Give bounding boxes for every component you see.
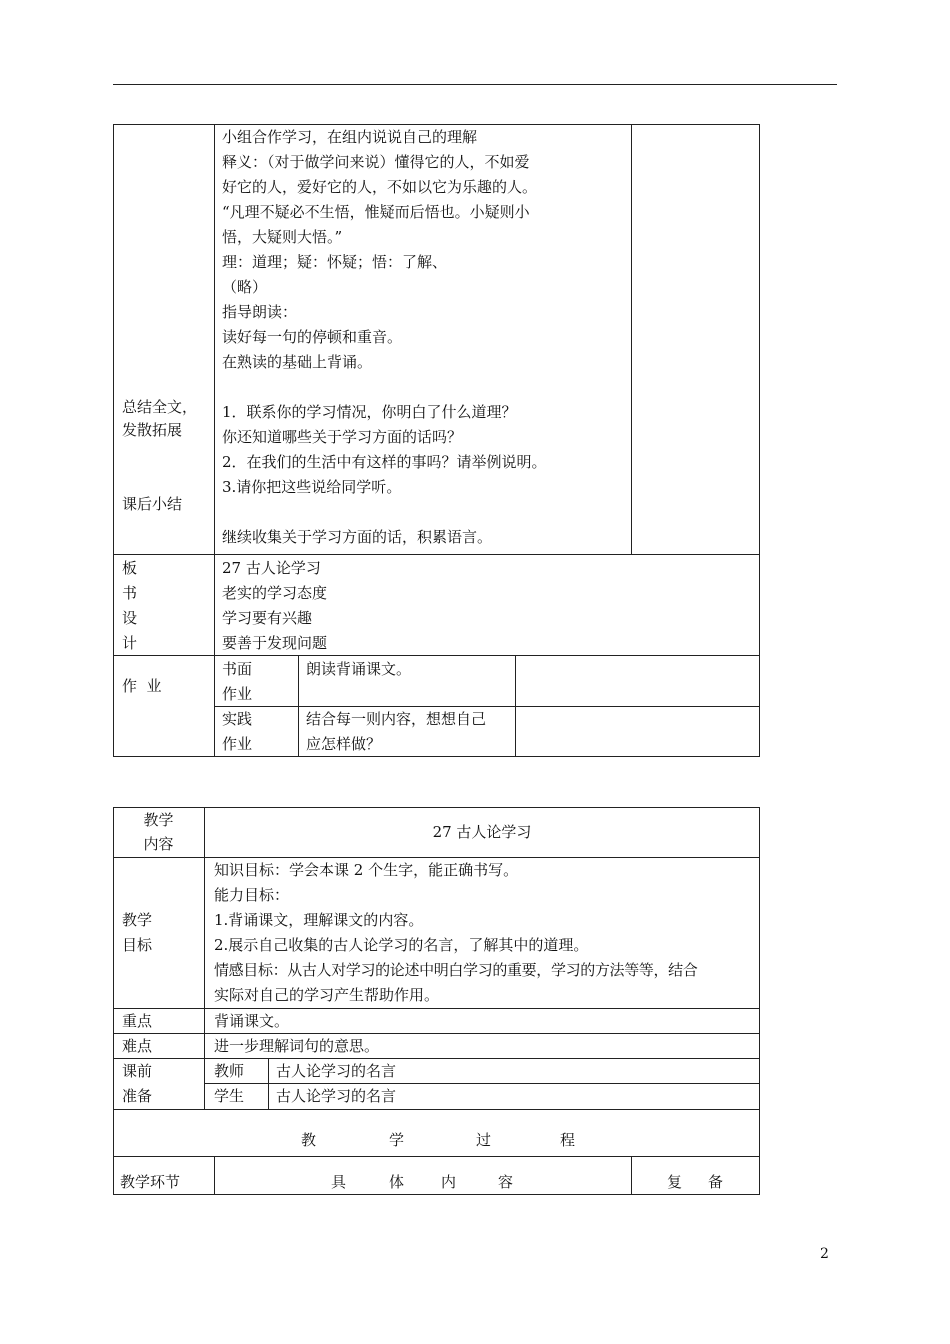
- content-line: 继续收集关于学习方面的话，积累语言。: [222, 528, 493, 546]
- review-heading-char: 复: [667, 1173, 683, 1191]
- practice-label: 作业: [222, 735, 253, 753]
- board-label-char: 板: [122, 559, 138, 577]
- process-heading-char: 程: [560, 1131, 576, 1149]
- content-line: 2．在我们的生活中有这样的事吗？请举例说明。: [222, 453, 547, 471]
- written-label: 作业: [222, 685, 253, 703]
- detail-heading-char: 具: [331, 1173, 347, 1191]
- content-line: 在熟读的基础上背诵。: [222, 353, 373, 371]
- detail-heading-char: 体: [389, 1173, 405, 1191]
- student-content: 古人论学习的名言: [276, 1087, 397, 1105]
- content-line: 好它的人，爱好它的人，不如以它为乐趣的人。: [222, 178, 538, 196]
- content-line: 释义：（对于做学问来说）懂得它的人，不如爱: [222, 153, 530, 171]
- label-expand: 发散拓展: [122, 421, 183, 439]
- key-label: 重点: [122, 1012, 153, 1030]
- board-line: 老实的学习态度: [222, 584, 328, 602]
- teacher-label: 教师: [214, 1062, 245, 1080]
- lesson-title: 27 古人论学习: [432, 823, 532, 841]
- prep-label: 课前: [122, 1062, 153, 1080]
- content-line: 读好每一句的停顿和重音。: [222, 328, 403, 346]
- goal-line: 1.背诵课文，理解课文的内容。: [214, 911, 424, 929]
- content-label: 内容: [143, 835, 174, 853]
- board-line: 要善于发现问题: [222, 634, 328, 652]
- board-label-char: 计: [122, 634, 138, 652]
- board-line: 27 古人论学习: [222, 559, 321, 577]
- content-line: 1．联系你的学习情况，你明白了什么道理？: [222, 403, 517, 421]
- board-line: 学习要有兴趣: [222, 609, 313, 627]
- student-label: 学生: [214, 1087, 245, 1105]
- board-label-char: 书: [122, 584, 138, 602]
- detail-heading-char: 容: [498, 1173, 514, 1191]
- header-rule: [113, 84, 837, 85]
- label-summary: 总结全文，: [122, 398, 198, 416]
- key-content: 背诵课文。: [214, 1012, 290, 1030]
- label-after-class: 课后小结: [122, 495, 183, 513]
- goal-line: 实际对自己的学习产生帮助作用。: [214, 986, 440, 1004]
- goal-line: 知识目标：学会本课 2 个生字，能正确书写。: [214, 861, 519, 879]
- detail-heading-char: 内: [441, 1173, 457, 1191]
- written-content: 朗读背诵课文。: [306, 660, 412, 678]
- content-line: 你还知道哪些关于学习方面的话吗？: [222, 428, 463, 446]
- practice-content: 结合每一则内容，想想自己: [306, 710, 487, 728]
- process-heading-char: 教: [301, 1131, 317, 1149]
- process-heading-char: 过: [476, 1131, 492, 1149]
- goal-label: 目标: [122, 936, 153, 954]
- content-line: “凡理不疑必不生悟，惟疑而后悟也。小疑则小: [222, 203, 530, 221]
- practice-content: 应怎样做？: [306, 735, 382, 753]
- practice-label: 实践: [222, 710, 253, 728]
- content-line: 指导朗读：: [222, 303, 298, 321]
- teacher-content: 古人论学习的名言: [276, 1062, 397, 1080]
- prep-label: 准备: [122, 1087, 153, 1105]
- content-line: （略）: [222, 278, 268, 296]
- content-line: 理：道理；疑：怀疑；悟：了解、: [222, 253, 448, 271]
- goal-line: 2.展示自己收集的古人论学习的名言，了解其中的道理。: [214, 936, 589, 954]
- difficulty-label: 难点: [122, 1037, 153, 1055]
- process-heading-char: 学: [389, 1131, 405, 1149]
- content-line: 小组合作学习，在组内说说自己的理解: [222, 128, 478, 146]
- goal-line: 情感目标：从古人对学习的论述中明白学习的重要，学习的方法等等，结合: [214, 961, 698, 979]
- board-label-char: 设: [122, 609, 138, 627]
- stage-label: 教学环节: [120, 1173, 181, 1191]
- homework-label: 作 业: [122, 677, 162, 695]
- content-label: 教学: [143, 811, 174, 829]
- content-line: 悟，大疑则大悟。”: [222, 228, 343, 246]
- goal-label: 教学: [122, 911, 153, 929]
- written-label: 书面: [222, 660, 253, 678]
- content-line: 3.请你把这些说给同学听。: [222, 478, 402, 496]
- difficulty-content: 进一步理解词句的意思。: [214, 1037, 380, 1055]
- page-number: 2: [820, 1246, 829, 1262]
- goal-line: 能力目标：: [214, 886, 290, 904]
- review-heading-char: 备: [708, 1173, 724, 1191]
